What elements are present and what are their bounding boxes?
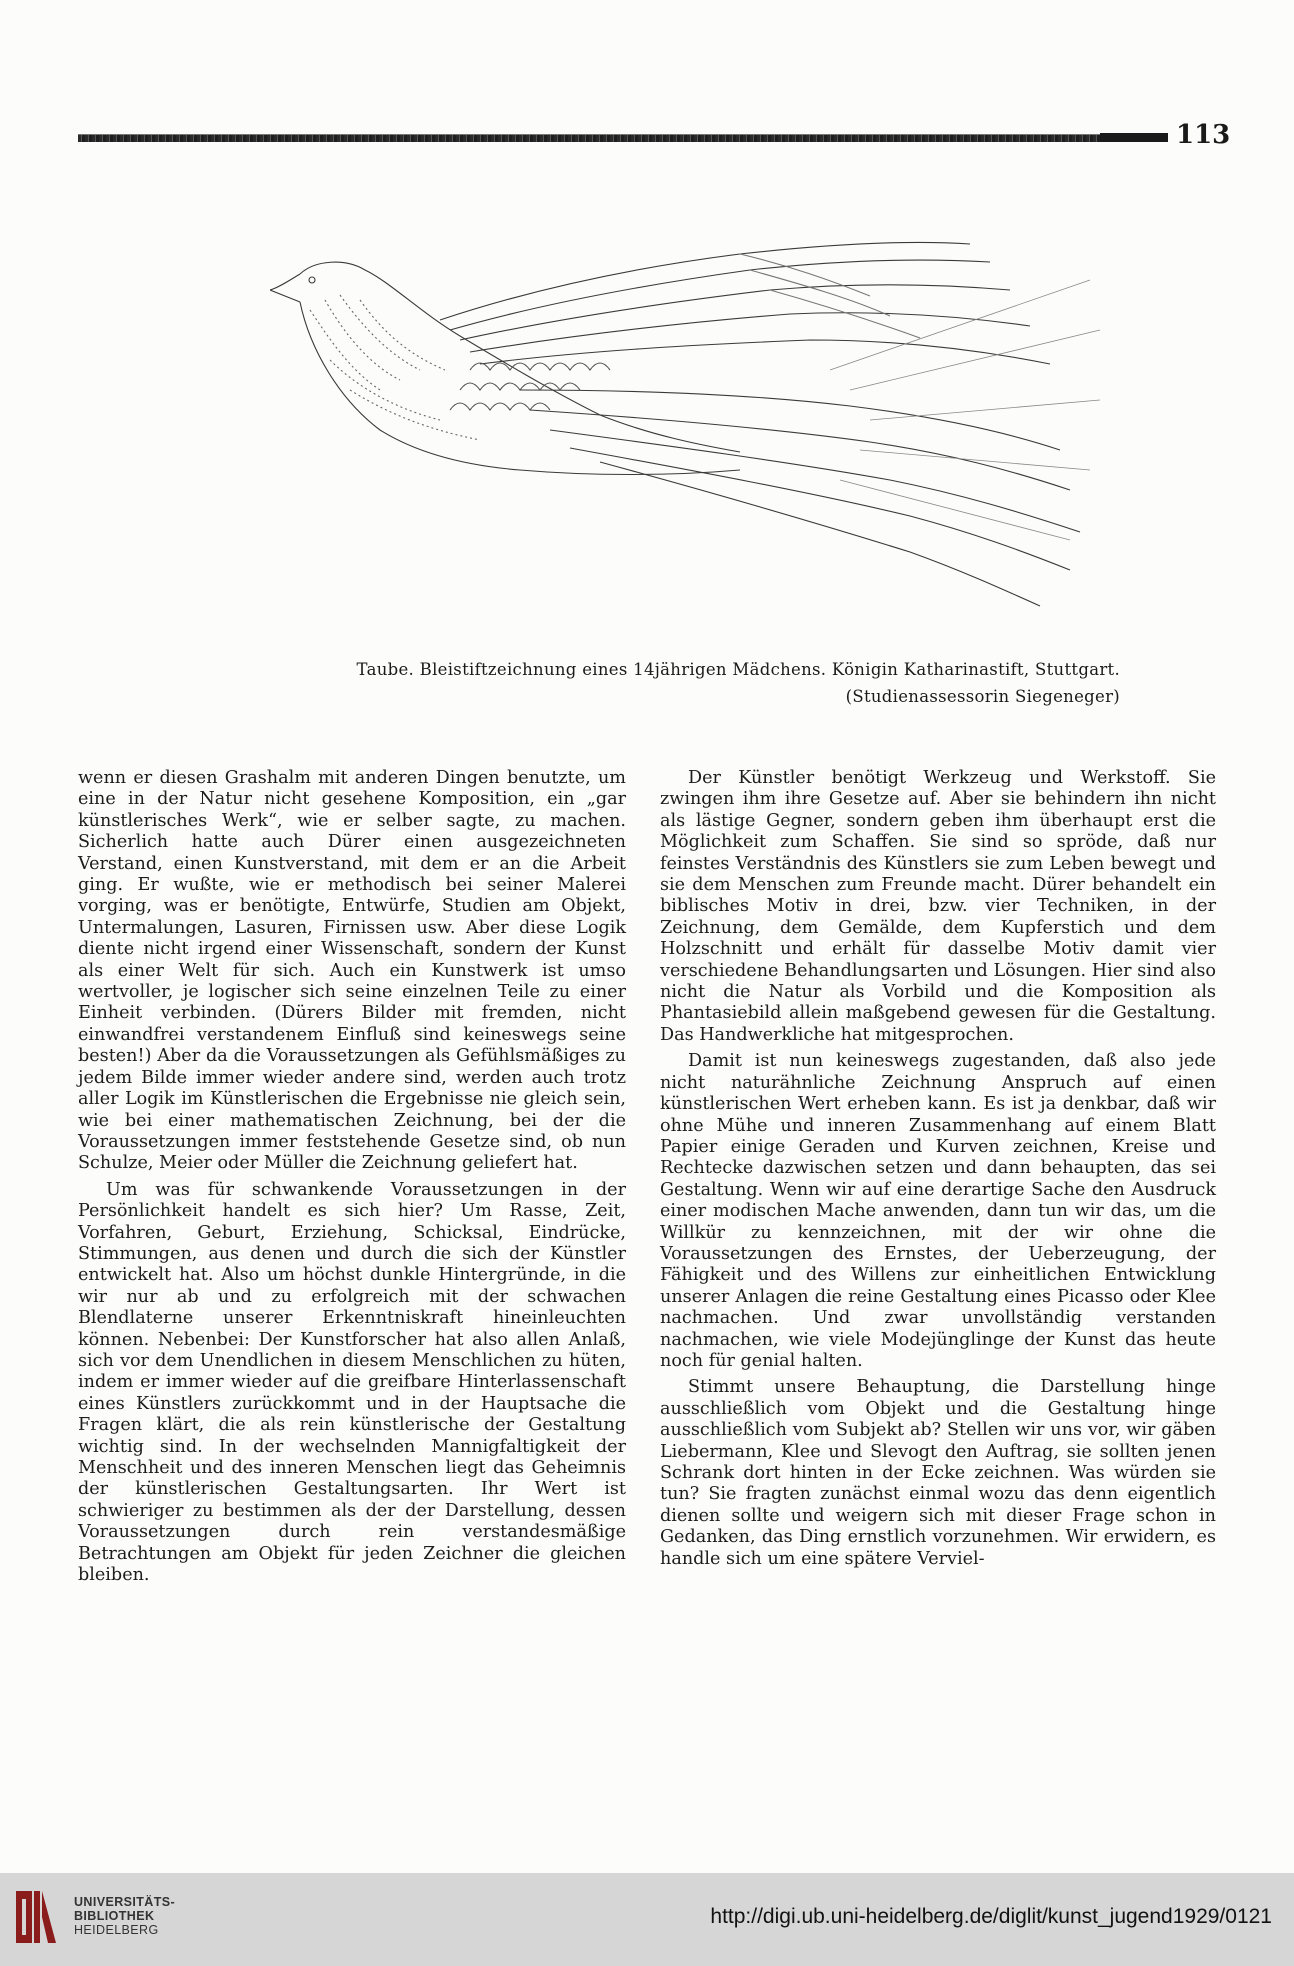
paragraph: wenn er diesen Grashalm mit anderen Dingen benutzte, um eine in der Natur nicht gesehene Komposition, ein „gar künstlerisches Werk“, wie er selber sagte, zu machen. Sicherlich hatte auch Dürer einen ausgezeichneten Verstand, einen Kunstverstand, mit dem er an die Arbeit ging. Er wußte, wie er methodisch bei seiner Malerei vorging, was er benötigte, Entwürfe, Studien am Objekt, Untermalungen, Lasuren, Firnissen usw. Aber diese Logik diente nicht irgend einer Wissenschaft, sondern der Kunst als einer Welt für sich. Auch ein Kunstwerk ist umso wertvoller, je logischer sich seine einzelnen Teile zu einer Einheit verbinden. (Dürers Bilder mit fremden, nicht einwandfrei verstandenem Einfluß sind keineswegs seine besten!) Aber da die Voraussetzungen als Gefühlsmäßiges zu jedem Bilde immer wieder andere sind, werden auch trotz aller Logik im Künstlerischen die Ergebnisse nie gleich sein, wie bei einer mathematischen Zeichnung, bei der die Voraussetzungen immer feststehende Gesetze sind, ob nun Schulze, Meier oder Müller die Zeichnung geliefert hat. (78, 768, 626, 1174)
source-url-link[interactable]: http://digi.ub.uni-heidelberg.de/diglit/kunst_jugend1929/0121 (710, 1905, 1272, 1928)
text-column-right (660, 768, 1216, 1570)
figure-caption (330, 656, 1120, 710)
dove-drawing (270, 240, 1110, 620)
caption-line-2: (Studienassessorin Siegeneger) (845, 687, 1120, 706)
library-name (74, 1895, 175, 1937)
page-number: 113 (1176, 120, 1231, 150)
library-name-line: HEIDELBERG (74, 1923, 159, 1937)
library-logo-icon (14, 1887, 58, 1947)
header-rule-end (1100, 133, 1168, 142)
paragraph: Stimmt unsere Behauptung, die Darstellung hinge ausschließlich vom Objekt und die Gestaltung hinge ausschließlich vom Subjekt ab? Stellen wir uns vor, wir gäben Liebermann, Klee und Slevogt den Auftrag, sie sollten jenen Schrank dort hinten in der Ecke zeichnen. Was würden sie tun? Sie fragten zunächst einmal wozu das denn eigentlich dienen sollte und weigern sich mit dieser Frage schon in Gedanken, das Ding ernstlich vorzunehmen. Wir erwidern, es handle sich um eine spätere Verviel- (660, 1377, 1216, 1569)
caption-line-1: Taube. Bleistiftzeichnung eines 14jährigen Mädchens. Königin Katharinastift, Stuttgart. (356, 660, 1120, 679)
paragraph: Der Künstler benötigt Werkzeug und Werkstoff. Sie zwingen ihm ihre Gesetze auf. Aber sie behindern ihn nicht als lästige Gegner, sondern geben ihm überhaupt erst die Möglichkeit zum Schaffen. Sie sind so spröde, daß nur feinstes Verständnis des Künstlers sie zum Leben bewegt und sie dem Menschen zum Freunde macht. Dürer behandelt ein biblisches Motiv in drei, bzw. vier Techniken, in der Zeichnung, dem Gemälde, dem Kupferstich und dem Holzschnitt und erhält für dasselbe Motiv damit vier verschiedene Behandlungsarten und Lösungen. Hier sind also nicht die Natur als Vorbild und die Komposition als Phantasiebild allein maßgebend gewesen für die Gestaltung. Das Handwerkliche hat mitgesprochen. (660, 768, 1216, 1045)
header-rule (78, 134, 1168, 142)
text-column-left (78, 768, 626, 1586)
library-name-line: UNIVERSITÄTS- (74, 1895, 176, 1909)
paragraph: Damit ist nun keineswegs zugestanden, daß also jede nicht naturähnliche Zeichnung Anspruch auf einen künstlerischen Wert erheben kann. Es ist ja denkbar, daß wir ohne Mühe und inneren Zusammenhang auf einem Blatt Papier einige Geraden und Kurven zeichnen, Kreise und Rechtecke dazwischen setzen und dann behaupten, das sei Gestaltung. Wenn wir auf eine derartige Sache den Ausdruck einer modischen Mache anwenden, dann tun wir das, um die Willkür zu kennzeichnen, mit der wir ohne die Voraussetzungen des Ernstes, der Ueberzeugung, der Fähigkeit und des Willens zur einheitlichen Entwicklung unserer Anlagen die reine Gestaltung eines Picasso oder Klee nachmachen. Und zwar unvollständig verstanden nachmachen, wie viele Modejünglinge der Kunst das heute noch für genial halten. (660, 1051, 1216, 1371)
library-name-line: BIBLIOTHEK (74, 1909, 155, 1923)
footer-bar (0, 1873, 1294, 1966)
paragraph: Um was für schwankende Voraussetzungen in der Persönlichkeit handelt es sich hier? Um Rasse, Zeit, Vorfahren, Geburt, Erziehung, Schicksal, Eindrücke, Stimmungen, aus denen und durch die sich der Künstler entwickelt hat. Also um höchst dunkle Hintergründe, in die wir nur ab und zu erfolgreich mit der schwachen Blendlaterne unserer Erkenntniskraft hineinleuchten können. Nebenbei: Der Kunstforscher hat also allen Anlaß, sich vor dem Unendlichen in diesem Menschlichen zu hüten, indem er immer wieder auf die greifbare Hinterlassenschaft eines Künstlers zurückkommt und in der Hauptsache die Fragen klärt, die als rein künstlerische der Gestaltung wichtig sind. In der wechselnden Mannigfaltigkeit der Menschheit und des inneren Menschen liegt das Geheimnis der künstlerischen Gestaltungsarten. Ihr Wert ist schwieriger zu bestimmen als der der Darstellung, dessen Voraussetzungen durch rein verstandesmäßige Betrachtungen am Objekt für jeden Zeichner die gleichen bleiben. (78, 1179, 626, 1586)
